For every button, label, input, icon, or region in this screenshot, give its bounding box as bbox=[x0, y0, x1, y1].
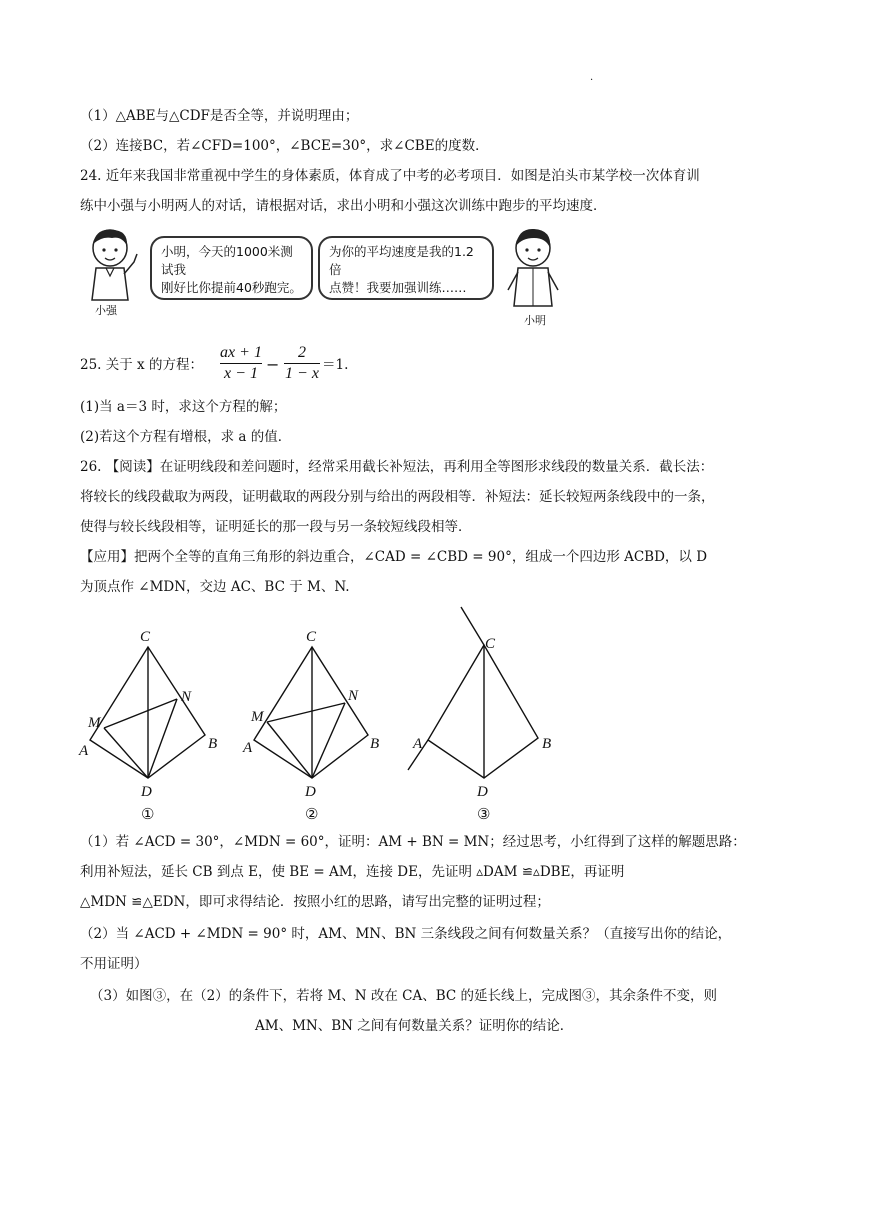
speech-left-line1: 小明，今天的1000米测试我 bbox=[161, 244, 293, 277]
fig2-label-B: B bbox=[370, 736, 380, 752]
page-mark: . bbox=[590, 72, 594, 83]
q26-part2-b: 不用证明） bbox=[80, 956, 148, 972]
fig2-label-C: C bbox=[306, 629, 317, 645]
fig3-label-B: B bbox=[542, 736, 552, 752]
q26-apply-2: 为顶点作 ∠MDN，交边 AC、BC 于 M、N. bbox=[80, 579, 350, 595]
fig1-label-A: A bbox=[79, 743, 89, 759]
fig1-label-M: M bbox=[88, 715, 101, 731]
q26-part2-a: （2）当 ∠ACD + ∠MDN = 90° 时，AM、MN、BN 三条线段之间有何数量关系？（直接写出你的结论， bbox=[80, 926, 732, 942]
fig3-label-D: D bbox=[477, 784, 488, 800]
fig1-label-D: D bbox=[141, 784, 152, 800]
q25-prefix: 25. 关于 x 的方程： bbox=[80, 357, 203, 373]
q23-part1: （1）△ABE与△CDF是否全等，并说明理由； bbox=[80, 108, 359, 124]
q26-part1-c: △MDN ≌△EDN，即可求得结论．按照小红的思路，请写出完整的证明过程； bbox=[80, 894, 550, 910]
fig2-label-N: N bbox=[348, 688, 359, 704]
fraction-one-numerator: ax + 1 bbox=[220, 344, 262, 361]
q26-part1-a: （1）若 ∠ACD = 30°，∠MDN = 60°，证明：AM + BN = MN；经过思考，小红得到了这样的解题思路： bbox=[80, 834, 746, 850]
speech-right-line1: 为你的平均速度是我的1.2倍 bbox=[329, 244, 474, 277]
q26-part3-a: （3）如图③，在（2）的条件下，若将 M、N 改在 CA、BC 的延长线上，完成图③，其余条件不变，则 bbox=[90, 988, 718, 1004]
fraction-two bbox=[284, 344, 320, 383]
q26-apply-1: 【应用】把两个全等的直角三角形的斜边重合，∠CAD = ∠CBD = 90°，组成一个四边形 ACBD，以 D bbox=[80, 549, 708, 565]
boy-xiaoming-illustration bbox=[500, 226, 566, 310]
xiaoming-name: 小明 bbox=[524, 314, 546, 327]
fig3-label-A: A bbox=[413, 736, 423, 752]
fig1-caption: ① bbox=[141, 807, 155, 823]
fig2-label-A: A bbox=[243, 740, 253, 756]
q26-read-2: 将较长的线段截取为两段，证明截取的两段分别与给出的两段相等．补短法：延长较短两条线段中的一条， bbox=[80, 489, 715, 505]
q25-part1: (1)当 a＝3 时，求这个方程的解； bbox=[80, 399, 287, 415]
q26-read-1: 26. 【阅读】在证明线段和差问题时，经常采用截长补短法，再利用全等图形求线段的数量关系．截长法： bbox=[80, 459, 714, 475]
q24-text-2: 练中小强与小明两人的对话，请根据对话，求出小明和小强这次训练中跑步的平均速度． bbox=[80, 198, 607, 214]
speech-bubble-left bbox=[150, 236, 313, 300]
speech-bubble-right bbox=[318, 236, 494, 300]
xiaoqiang-name: 小强 bbox=[95, 304, 117, 317]
fraction-one-bar bbox=[220, 363, 262, 364]
minus-sign: − bbox=[266, 355, 280, 374]
fig1-label-B: B bbox=[208, 736, 218, 752]
q25-suffix: ＝1. bbox=[322, 357, 349, 373]
fraction-two-numerator: 2 bbox=[298, 344, 306, 361]
q24-text-1: 24. 近年来我国非常重视中学生的身体素质，体育成了中考的必考项目．如图是泊头市某学校一次体育训 bbox=[80, 168, 700, 184]
q26-part3-b: AM、MN、BN 之间有何数量关系？证明你的结论． bbox=[255, 1018, 574, 1034]
fig3-caption: ③ bbox=[477, 807, 491, 823]
fig2-label-D: D bbox=[305, 784, 316, 800]
fig1-label-C: C bbox=[140, 629, 151, 645]
speech-right-line2: 点赞！我要加强训练…… bbox=[329, 280, 467, 295]
boy-xiaoqiang-illustration bbox=[82, 226, 142, 304]
fraction-one bbox=[220, 344, 262, 383]
q26-part1-b: 利用补短法，延长 CB 到点 E，使 BE = AM，连接 DE，先证明 ▵DAM ≌▵DBE，再证明 bbox=[80, 864, 625, 880]
fraction-two-bar bbox=[284, 363, 320, 364]
q23-part2: （2）连接BC，若∠CFD=100°，∠BCE=30°，求∠CBE的度数． bbox=[80, 138, 489, 154]
fig1-label-N: N bbox=[181, 689, 192, 705]
q25-part2: (2)若这个方程有增根，求 a 的值． bbox=[80, 429, 292, 445]
speech-left-line2: 刚好比你提前40秒跑完。 bbox=[161, 280, 302, 295]
fraction-one-denominator: x − 1 bbox=[224, 365, 258, 382]
q26-read-3: 使得与较长线段相等，证明延长的那一段与另一条较短线段相等． bbox=[80, 519, 472, 535]
fig2-caption: ② bbox=[305, 807, 319, 823]
geometry-figures bbox=[0, 600, 869, 830]
fraction-two-denominator: 1 − x bbox=[285, 365, 319, 382]
fig3-label-C: C bbox=[485, 636, 496, 652]
fig2-label-M: M bbox=[251, 709, 264, 725]
